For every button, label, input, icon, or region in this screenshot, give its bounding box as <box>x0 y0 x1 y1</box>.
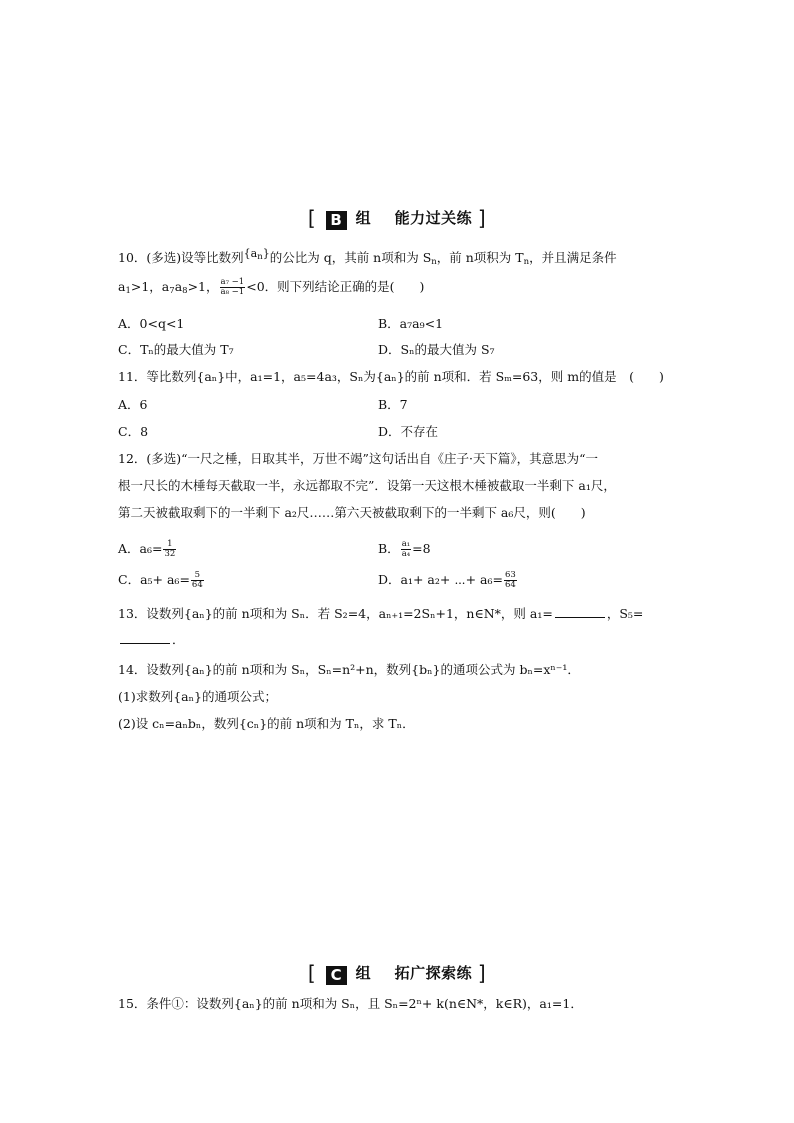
section-title: 拓广探索练 <box>394 964 473 982</box>
section-b-header <box>0 206 794 230</box>
section-title: 能力过关练 <box>394 209 473 227</box>
q10-stem-line1: 10．(多选)设等比数列$\{a_n\}$的公比为 q，其前 n项和为 $S_n$，前 n项积为 $T_n$，并且满足条件 <box>118 247 617 267</box>
group-label: 组 <box>355 209 372 227</box>
q11-option-d[interactable]: D．不存在 <box>378 424 439 439</box>
q12-stem-line3: 第二天被截取剩下的一半剩下 a₂尺……第六天被截取剩下的一半剩下 a₆尺，则( ) <box>118 505 586 520</box>
q11-option-c[interactable]: C．8 <box>118 424 149 439</box>
q12-stem-line1: 12．(多选)“一尺之棰，日取其半，万世不竭”这句话出自《庄子·天下篇》，其意思为“一 <box>118 451 599 466</box>
q10-option-a[interactable]: A．0<q<1 <box>118 316 185 331</box>
bracket-right: ] <box>477 206 487 230</box>
group-letter-badge: B <box>326 211 347 230</box>
answer-blank-s5[interactable] <box>120 633 170 644</box>
q12-option-d[interactable]: D．a₁+ a₂+ ⋯+ a₆= $\frac{63}{64}$ <box>378 570 516 590</box>
q14-part2: (2)设 cₙ=aₙbₙ，数列{cₙ}的前 n项和为 Tₙ，求 Tₙ． <box>118 716 415 731</box>
bracket-left: [ <box>307 206 317 230</box>
q10-option-d[interactable]: D．Sₙ的最大值为 S₇ <box>378 342 495 357</box>
q10-option-b[interactable]: B．a₇a₉<1 <box>378 316 444 331</box>
q11-stem: 11．等比数列{aₙ}中，a₁=1，a₅=4a₃，Sₙ为{aₙ}的前 n项和．若 Sₘ=63，则 m的值是 ( ) <box>118 369 664 384</box>
group-letter-badge: C <box>326 966 347 985</box>
q12-option-c[interactable]: C．a₅+ a₆= $\frac{5}{64}$ <box>118 570 203 590</box>
q11-option-b[interactable]: B．7 <box>378 397 408 412</box>
q10-stem-line2: $a_1>1$，$a_7a_8>1$， $\frac{\text{a₇ −1}}{\text{a₈ −1}}$ <0．则下列结论正确的是( ) <box>118 277 425 297</box>
group-label: 组 <box>355 964 372 982</box>
q12-option-a[interactable]: A．a₆= $\frac{1}{32}$ <box>118 539 176 559</box>
q13-stem-line2: ． <box>118 632 185 648</box>
q12-stem-line2: 根一尺长的木棰每天截取一半，永远都取不完”．设第一天这根木棰被截取一半剩下 a₁尺， <box>118 478 616 493</box>
q15-stem: 15．条件①：设数列{aₙ}的前 n项和为 Sₙ，且 Sₙ=2ⁿ+ k(n∈N*，k∈R)，a₁=1． <box>118 996 583 1011</box>
q10-option-c[interactable]: C．Tₙ的最大值为 T₇ <box>118 342 234 357</box>
q11-option-a[interactable]: A．6 <box>118 397 148 412</box>
section-c-header <box>0 961 794 985</box>
q13-stem-line1: 13．设数列{aₙ}的前 n项和为 Sₙ．若 S₂=4，aₙ₊₁=2Sₙ+1，n∈N*，则 a₁= ，S₅= <box>118 606 644 621</box>
answer-blank-a1[interactable] <box>555 607 605 618</box>
q12-option-b[interactable]: B． $\frac{\text{a₁}}{\text{a₄}}$ =8 <box>378 539 431 559</box>
q14-part1: (1)求数列{aₙ}的通项公式； <box>118 689 277 704</box>
bracket-right: ] <box>477 961 487 985</box>
bracket-left: [ <box>307 961 317 985</box>
q14-stem: 14．设数列{aₙ}的前 n项和为 Sₙ，Sₙ=n²+n，数列{bₙ}的通项公式为 bₙ=xⁿ⁻¹． <box>118 662 580 677</box>
q10-fraction: $\frac{\text{a₇ −1}}{\text{a₈ −1}}$ <box>220 277 245 297</box>
